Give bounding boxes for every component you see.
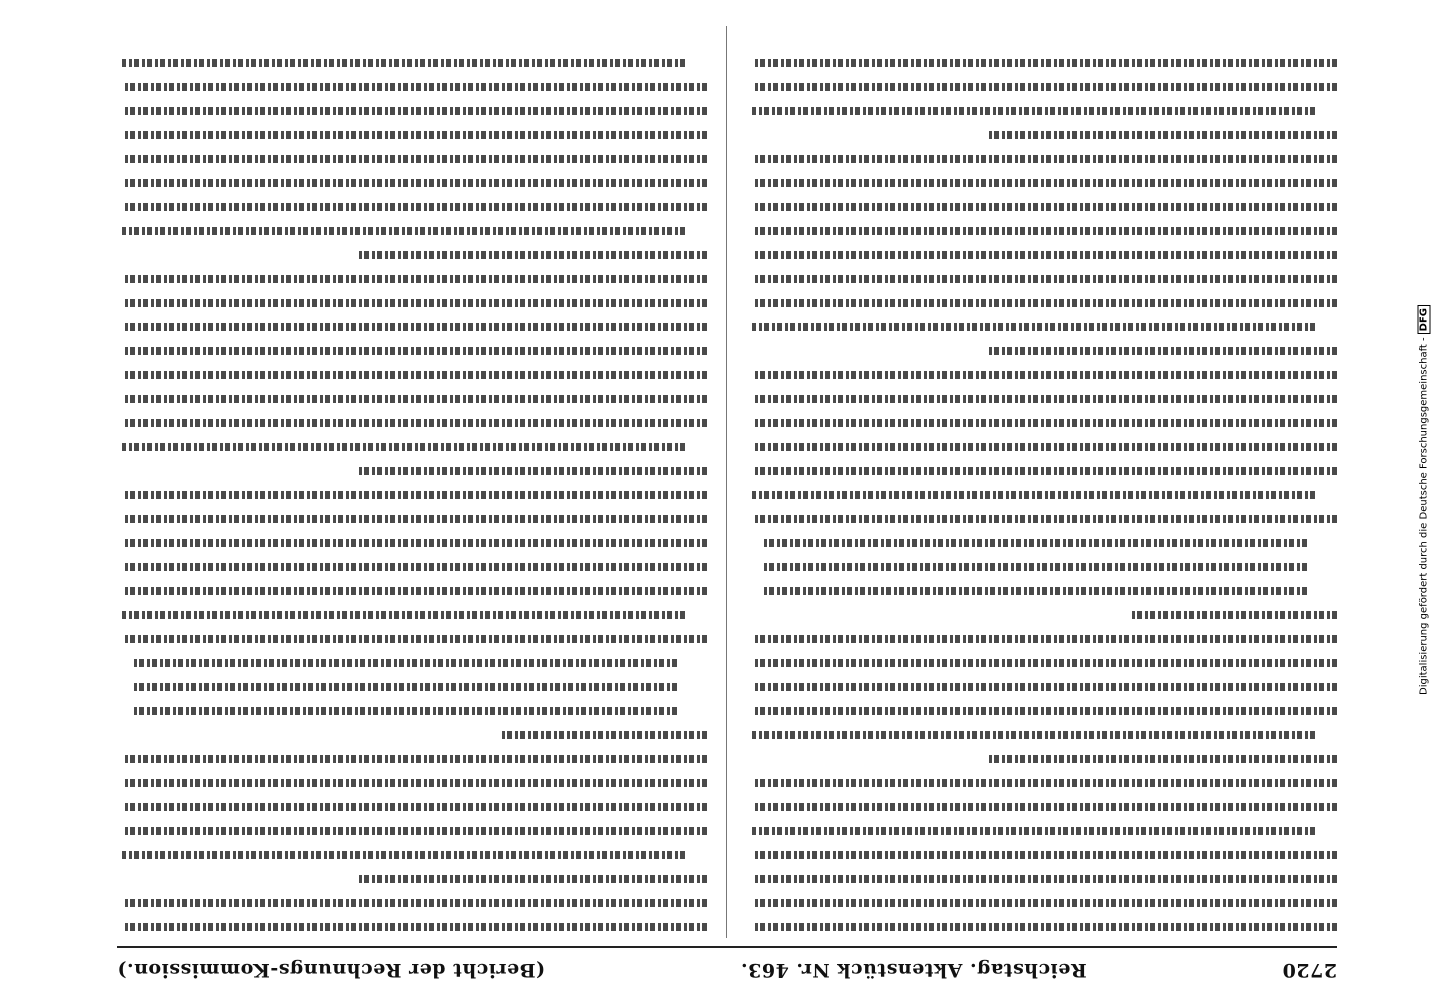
text-line: [122, 796, 707, 818]
column-divider: [726, 26, 727, 938]
text-line: [752, 652, 1337, 674]
page-section: (Bericht der Rechnungs-Kommission.): [117, 959, 546, 981]
text-line: [122, 316, 707, 338]
digitization-credit: [1418, 305, 1431, 695]
text-line: [122, 556, 707, 578]
text-line: [122, 244, 707, 266]
text-line: [752, 364, 1337, 386]
text-line: [122, 148, 707, 170]
text-line: [752, 76, 1337, 98]
page-title: Reichstag. Aktenstück Nr. 463.: [740, 959, 1087, 981]
text-line: [752, 628, 1337, 650]
text-line: [752, 820, 1337, 842]
text-line: [752, 844, 1337, 866]
credit-text: Digitalisierung gefördert durch die Deutsche Forschungsgemeinschaft -: [1418, 337, 1430, 695]
text-line: [752, 556, 1337, 578]
text-line: [122, 364, 707, 386]
text-line: [122, 196, 707, 218]
text-line: [122, 52, 707, 74]
text-line: [122, 76, 707, 98]
text-line: [752, 508, 1337, 530]
text-line: [752, 220, 1337, 242]
text-line: [122, 268, 707, 290]
text-line: [752, 724, 1337, 746]
text-line: [752, 892, 1337, 914]
text-line: [752, 340, 1337, 362]
text-line: [122, 124, 707, 146]
text-line: [752, 388, 1337, 410]
text-line: [752, 412, 1337, 434]
text-line: [122, 604, 707, 626]
text-line: [122, 676, 707, 698]
text-column-right: [122, 26, 707, 938]
text-line: [752, 100, 1337, 122]
text-line: [752, 580, 1337, 602]
text-line: [752, 604, 1337, 626]
text-line: [752, 244, 1337, 266]
text-line: [752, 316, 1337, 338]
text-line: [122, 484, 707, 506]
text-line: [752, 868, 1337, 890]
text-line: [752, 532, 1337, 554]
text-line: [752, 268, 1337, 290]
text-line: [752, 124, 1337, 146]
dfg-logo: DFG: [1418, 305, 1431, 334]
text-line: [122, 172, 707, 194]
text-line: [122, 916, 707, 938]
text-line: [122, 844, 707, 866]
text-line: [122, 628, 707, 650]
text-line: [122, 340, 707, 362]
text-line: [122, 460, 707, 482]
text-line: [122, 700, 707, 722]
text-line: [122, 508, 707, 530]
text-line: [122, 412, 707, 434]
text-line: [752, 676, 1337, 698]
text-line: [752, 700, 1337, 722]
text-line: [752, 52, 1337, 74]
text-line: [752, 772, 1337, 794]
text-column-left: [752, 26, 1337, 938]
page-number: 2720: [1282, 959, 1337, 981]
text-line: [122, 388, 707, 410]
text-line: [752, 196, 1337, 218]
text-line: [122, 868, 707, 890]
text-line: [122, 724, 707, 746]
text-line: [122, 772, 707, 794]
text-line: [122, 100, 707, 122]
text-line: [752, 916, 1337, 938]
text-line: [122, 892, 707, 914]
text-line: [122, 748, 707, 770]
text-line: [122, 292, 707, 314]
text-line: [752, 172, 1337, 194]
text-line: [752, 292, 1337, 314]
text-line: [122, 436, 707, 458]
page-header: [117, 946, 1337, 992]
text-line: [752, 460, 1337, 482]
text-line: [122, 820, 707, 842]
text-line: [752, 748, 1337, 770]
text-line: [752, 148, 1337, 170]
text-line: [122, 220, 707, 242]
text-line: [752, 436, 1337, 458]
text-line: [122, 580, 707, 602]
text-line: [752, 796, 1337, 818]
text-line: [122, 652, 707, 674]
text-line: [122, 532, 707, 554]
text-line: [752, 484, 1337, 506]
